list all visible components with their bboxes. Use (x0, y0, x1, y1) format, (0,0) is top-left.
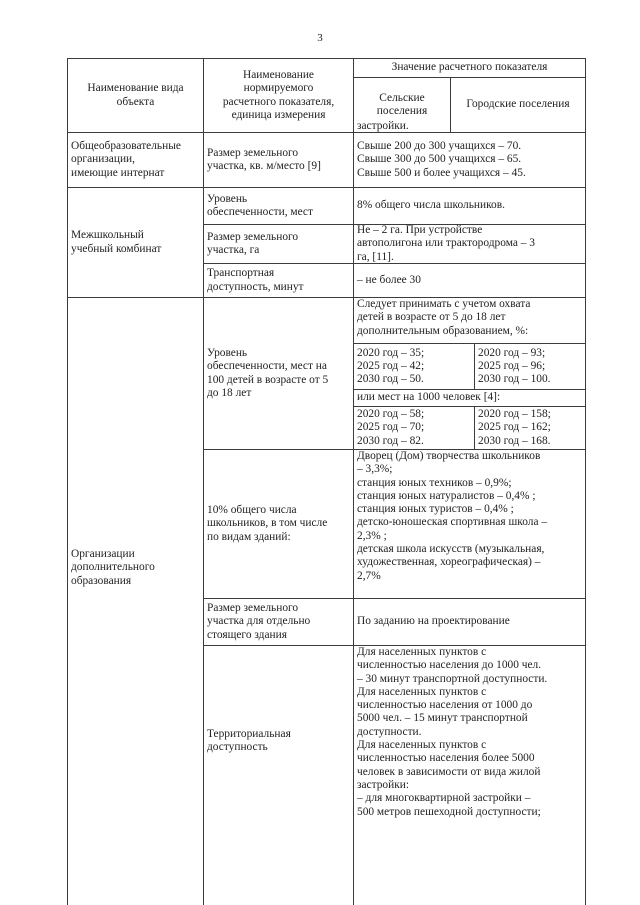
indicator-land-plot-per-place: Размер земельного участка, кв. м/место [9] (207, 146, 321, 172)
value-building-types: Дворец (Дом) творчества школьников – 3,3%; станция юных техников – 0,9%; станция юных натуралистов – 0,4% ; станция юных туристов – 0,4% ; детско-юношеская спортивная школа – 2,3% ; детская школа искусств (музыкальная, художественная, хореографическая) – 2,7% (357, 450, 548, 582)
value-land-plot-per-place: Свыше 200 до 300 учащихся – 70. Свыше 300 до 500 учащихся – 65. Свыше 500 и более учащихся – 45. (357, 140, 526, 179)
value-places-per-1000-left: 2020 год – 58; 2025 год – 70; 2030 год – 82. (357, 408, 425, 447)
header-object-type: Наименование вида объекта (87, 82, 184, 108)
header-indicator-name: Наименование нормируемого расчетного показателя, единица измерения (222, 68, 335, 121)
value-transport-access: – не более 30 (357, 273, 421, 286)
value-territorial-access: Для населенных пунктов с численностью населения до 1000 чел. – 30 минут транспортной доступности. Для населенных пунктов с численностью населения от 1000 до 5000 чел. – 15 минут транспортной доступности. Для населенных пунктов с численностью населения более 5000 человек в зависимости от вида жилой застройки: – для многоквартирной застройки – 500 метров пешеходной доступности; (357, 646, 548, 818)
value-places-per-1000: или мест на 1000 человек [4]: (357, 391, 501, 404)
value-separate-building-plot: По заданию на проектирование (357, 615, 510, 628)
page-number: 3 (317, 32, 323, 44)
continuation-text: застройки. (357, 120, 409, 132)
value-coverage-intro: Следует принимать с учетом охвата детей в возрасте от 5 до 18 лет дополнительным образованием, %: (357, 298, 531, 337)
indicator-provision-level: Уровень обеспеченности, мест (207, 192, 313, 218)
indicator-places-per-100-children: Уровень обеспеченности, мест на 100 детей в возрасте от 5 до 18 лет (207, 346, 329, 399)
value-coverage-percent-left: 2020 год – 35; 2025 год – 42; 2030 год – 50. (357, 346, 425, 386)
object-additional-education: Организации дополнительного образования (71, 548, 155, 587)
value-land-plot-ha: Не – 2 га. При устройстве автополигона или трактородрома – 3 га, [11]. (357, 225, 535, 263)
indicator-transport-access: Транспортная доступность, минут (207, 267, 304, 293)
indicator-territorial-access: Территориальная доступность (207, 727, 291, 753)
value-places-per-1000-right: 2020 год – 158; 2025 год – 162; 2030 год – 168. (478, 408, 551, 447)
indicator-separate-building-plot: Размер земельного участка для отдельно стоящего здания (207, 602, 311, 641)
header-urban-settlements: Городские поселения (466, 98, 570, 111)
object-inter-school-complex: Межшкольный учебный комбинат (71, 229, 162, 255)
object-boarding-schools: Общеобразовательные организации, имеющие интернат (71, 140, 181, 179)
indicator-share-of-pupils: 10% общего числа школьников, в том числе по видам зданий: (207, 504, 328, 543)
value-coverage-percent-right: 2020 год – 93; 2025 год – 96; 2030 год – 100. (478, 346, 551, 386)
value-provision-level: 8% общего числа школьников. (357, 199, 505, 212)
indicator-land-plot-ha: Размер земельного участка, га (207, 230, 299, 256)
header-rural-settlements: Сельские поселения (376, 91, 428, 117)
header-indicator-value: Значение расчетного показателя (391, 61, 548, 74)
